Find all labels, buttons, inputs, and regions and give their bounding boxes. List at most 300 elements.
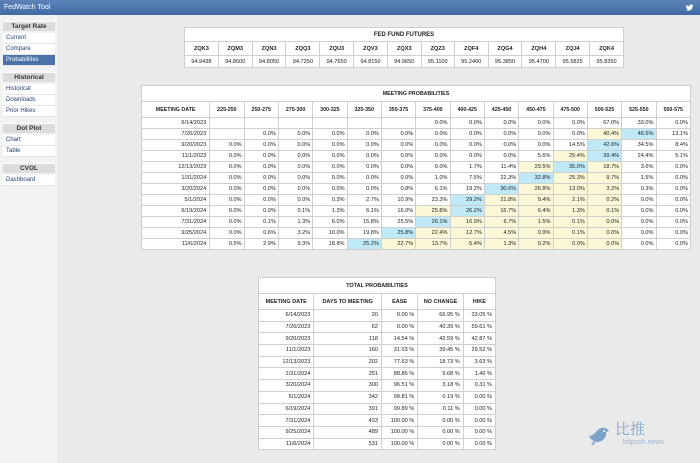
futures-header-cell: ZQZ3	[421, 42, 454, 56]
total-cell: 0.00 %	[418, 415, 463, 427]
total-cell: 118	[314, 333, 382, 345]
probability-cell: 7.5%	[450, 173, 484, 184]
probability-cell: 0.0%	[519, 118, 553, 129]
total-cell: 31.03 %	[381, 345, 417, 357]
total-cell: 6/14/2023	[259, 310, 314, 322]
probability-cell: 0.0%	[210, 173, 244, 184]
meeting-date-cell: 3/20/2024	[142, 184, 210, 195]
futures-header-cell: ZQG4	[488, 42, 522, 56]
probability-cell	[210, 118, 244, 129]
table-row	[142, 129, 691, 140]
total-cell: 59.61 %	[463, 321, 495, 333]
probability-cell: 0.0%	[278, 173, 312, 184]
sidebar-section	[3, 21, 55, 66]
probability-cell: 0.0%	[587, 217, 621, 228]
app-title: FedWatch Tool	[4, 4, 51, 11]
meeting-header-cell: 300-325	[313, 102, 347, 118]
probability-cell	[244, 118, 278, 129]
probability-cell: 1.5%	[622, 173, 656, 184]
probability-cell: 2.9%	[244, 239, 278, 250]
sidebar-item-probabilities[interactable]: Probabilities	[3, 55, 55, 66]
probability-cell: 0.0%	[656, 206, 691, 217]
sidebar-section-header: Dot Plot	[3, 123, 55, 133]
meeting-header-cell: 450-475	[519, 102, 553, 118]
total-header-cell: MEETING DATE	[259, 294, 314, 310]
probability-cell: 6.4%	[519, 206, 553, 217]
total-cell: 342	[314, 391, 382, 403]
probability-cell: 0.0%	[656, 173, 691, 184]
probability-cell: 0.0%	[210, 140, 244, 151]
meeting-date-cell: 11/6/2024	[142, 239, 210, 250]
total-cell: 391	[314, 403, 382, 415]
probability-cell: 5.4%	[450, 239, 484, 250]
total-cell: 9.68 %	[418, 368, 463, 380]
probability-cell	[210, 129, 244, 140]
meeting-header-cell: 375-400	[416, 102, 450, 118]
meeting-date-cell: 6/19/2024	[142, 206, 210, 217]
probability-cell: 19.8%	[347, 228, 381, 239]
probability-cell: 0.0%	[450, 118, 484, 129]
probability-cell: 0.0%	[622, 195, 656, 206]
probability-cell: 0.1%	[587, 206, 621, 217]
probability-cell	[347, 118, 381, 129]
probability-cell: 13.1%	[656, 129, 691, 140]
total-cell: 1/31/2024	[259, 368, 314, 380]
futures-value-cell: 95.8350	[590, 56, 624, 68]
sidebar-item-prior-hikes[interactable]: Prior Hikes	[3, 106, 55, 117]
probability-cell: 25.2%	[347, 239, 381, 250]
futures-value-cell: 95.4700	[522, 56, 556, 68]
probability-cell: 0.0%	[210, 184, 244, 195]
probability-cell: 0.0%	[587, 239, 621, 250]
table-row	[259, 438, 496, 450]
probability-cell: 13.7%	[416, 239, 450, 250]
probability-cell: 8.4%	[656, 140, 691, 151]
probability-cell: 0.0%	[278, 140, 312, 151]
probability-cell: 6.7%	[484, 217, 518, 228]
probability-cell: 39.4%	[587, 151, 621, 162]
total-cell: 433	[314, 415, 382, 427]
probability-cell: 0.0%	[210, 228, 244, 239]
total-cell: 7/26/2023	[259, 321, 314, 333]
probability-cell: 6.1%	[416, 184, 450, 195]
probability-cell: 0.0%	[656, 228, 691, 239]
table-row	[259, 333, 496, 345]
total-cell: 160	[314, 345, 382, 357]
probability-cell: 5.1%	[656, 151, 691, 162]
probability-cell: 13.0%	[553, 184, 587, 195]
meeting-date-cell: 11/1/2023	[142, 151, 210, 162]
probability-cell: 0.0%	[381, 173, 415, 184]
probability-cell: 0.0%	[244, 206, 278, 217]
meeting-header-cell: 250-275	[244, 102, 278, 118]
meeting-date-cell: 1/31/2024	[142, 173, 210, 184]
probability-cell: 0.0%	[416, 140, 450, 151]
total-cell: 18.73 %	[418, 356, 463, 368]
probability-cell: 0.0%	[656, 239, 691, 250]
probability-cell: 0.0%	[244, 195, 278, 206]
sidebar-item-downloads[interactable]: Downloads	[3, 95, 55, 106]
probability-cell: 25.3%	[553, 173, 587, 184]
probability-cell: 4.5%	[484, 228, 518, 239]
probability-cell: 0.1%	[553, 228, 587, 239]
probability-cell: 0.0%	[416, 151, 450, 162]
total-header-cell: HIKE	[463, 294, 495, 310]
total-cell: 100.00 %	[381, 415, 417, 427]
probability-cell: 0.0%	[622, 206, 656, 217]
futures-value-cell: 94.9438	[185, 56, 219, 68]
probability-cell: 0.0%	[622, 239, 656, 250]
table-row	[259, 321, 496, 333]
probability-cell: 0.6%	[244, 228, 278, 239]
probability-cell: 0.0%	[210, 195, 244, 206]
table-row	[259, 380, 496, 392]
probability-cell: 33.0%	[622, 118, 656, 129]
sidebar-section	[3, 72, 55, 117]
total-cell: 0.31 %	[463, 380, 495, 392]
probability-cell: 15.8%	[347, 217, 381, 228]
probability-cell: 0.0%	[381, 140, 415, 151]
watermark-cn: 比推	[615, 420, 646, 438]
total-cell: 0.00 %	[463, 391, 495, 403]
total-cell: 0.00 %	[463, 426, 495, 438]
futures-value-cell: 94.7650	[320, 56, 354, 68]
meeting-date-cell: 12/13/2023	[142, 162, 210, 173]
table-row	[142, 206, 691, 217]
table-row	[142, 162, 691, 173]
total-cell: 12/13/2023	[259, 356, 314, 368]
probability-cell: 0.0%	[244, 162, 278, 173]
probability-cell: 18.8%	[313, 239, 347, 250]
probability-cell: 0.0%	[313, 173, 347, 184]
table-row	[259, 310, 496, 322]
probability-cell: 0.0%	[210, 217, 244, 228]
total-cell: 6/19/2024	[259, 403, 314, 415]
futures-title: FED FUND FUTURES	[185, 28, 624, 42]
futures-header-cell: ZQH4	[522, 42, 556, 56]
probability-cell: 0.0%	[587, 228, 621, 239]
probability-cell: 0.0%	[210, 162, 244, 173]
probability-cell: 22.7%	[381, 239, 415, 250]
total-cell: 0.00 %	[418, 426, 463, 438]
total-cell: 33.05 %	[463, 310, 495, 322]
meeting-title: MEETING PROBABILITIES	[142, 86, 691, 102]
total-cell: 0.19 %	[418, 391, 463, 403]
probability-cell: 0.0%	[313, 140, 347, 151]
meeting-header-cell: 325-350	[347, 102, 381, 118]
meeting-header-cell: 525-550	[622, 102, 656, 118]
probability-cell: 30.6%	[484, 184, 518, 195]
total-cell: 100.00 %	[381, 438, 417, 450]
total-cell: 77.63 %	[381, 356, 417, 368]
probability-cell: 0.0%	[656, 162, 691, 173]
sidebar-item-chart[interactable]: Chart	[3, 135, 55, 146]
futures-header-cell: ZQQ3	[286, 42, 320, 56]
futures-header-cell: ZQM3	[218, 42, 252, 56]
probability-cell: 0.3%	[313, 195, 347, 206]
probability-cell: 46.5%	[622, 129, 656, 140]
probability-cell: 26.1%	[416, 217, 450, 228]
probability-cell: 0.0%	[244, 140, 278, 151]
probability-cell: 42.6%	[587, 140, 621, 151]
sidebar-section-header: Historical	[3, 72, 55, 82]
futures-header-cell: ZQV3	[354, 42, 388, 56]
probability-cell: 0.0%	[347, 184, 381, 195]
meeting-header-cell: 425-450	[484, 102, 518, 118]
total-cell: 7/31/2024	[259, 415, 314, 427]
futures-header-cell: ZQX3	[387, 42, 421, 56]
total-cell: 99.81 %	[381, 391, 417, 403]
table-row	[142, 228, 691, 239]
probability-cell: 0.0%	[553, 239, 587, 250]
probability-cell: 1.3%	[313, 206, 347, 217]
total-cell: 0.00 %	[463, 438, 495, 450]
total-cell: 96.51 %	[381, 380, 417, 392]
futures-value-cell: 94.8050	[252, 56, 286, 68]
total-cell: 0.00 %	[381, 310, 417, 322]
probability-cell: 23.3%	[416, 195, 450, 206]
probability-cell: 0.2%	[587, 195, 621, 206]
probability-cell: 0.0%	[278, 162, 312, 173]
futures-value-cell: 94.9650	[387, 56, 421, 68]
total-cell: 0.00 %	[463, 415, 495, 427]
sidebar-section	[3, 123, 55, 157]
futures-header-cell: ZQN3	[252, 42, 286, 56]
probability-cell: 25.8%	[381, 228, 415, 239]
probability-cell: 0.5%	[210, 239, 244, 250]
total-header-cell: DAYS TO MEETING	[314, 294, 382, 310]
probability-cell: 0.0%	[347, 151, 381, 162]
table-row	[142, 118, 691, 129]
total-cell: 3/20/2024	[259, 380, 314, 392]
sidebar-section	[3, 163, 55, 186]
total-cell: 202	[314, 356, 382, 368]
probability-cell: 0.0%	[656, 184, 691, 195]
table-row	[259, 356, 496, 368]
probability-cell: 1.3%	[484, 239, 518, 250]
futures-header-cell: ZQU3	[320, 42, 354, 56]
probability-cell: 18.7%	[587, 162, 621, 173]
meeting-header-cell: 475-500	[553, 102, 587, 118]
table-row	[259, 403, 496, 415]
probability-cell: 0.0%	[347, 162, 381, 173]
probability-cell: 0.0%	[313, 184, 347, 195]
total-cell: 40.39 %	[418, 321, 463, 333]
probability-cell: 0.0%	[278, 129, 312, 140]
futures-value-cell: 95.1100	[421, 56, 454, 68]
probability-cell: 0.0%	[278, 195, 312, 206]
probability-cell: 1.3%	[278, 217, 312, 228]
sidebar-item-current[interactable]: Current	[3, 33, 55, 44]
probability-cell: 0.0%	[484, 118, 518, 129]
sidebar-item-historical[interactable]: Historical	[3, 84, 55, 95]
probability-cell: 14.5%	[553, 140, 587, 151]
probability-cell: 0.0%	[381, 151, 415, 162]
meeting-header-cell: 225-250	[210, 102, 244, 118]
probability-cell: 6.1%	[347, 206, 381, 217]
futures-header-cell: ZQK3	[185, 42, 219, 56]
total-cell: 3.18 %	[418, 380, 463, 392]
meeting-header-cell: 400-425	[450, 102, 484, 118]
table-row	[142, 195, 691, 206]
probability-cell: 0.0%	[347, 173, 381, 184]
meeting-date-cell: 5/1/2024	[142, 195, 210, 206]
bird-logo-icon	[585, 420, 613, 448]
watermark-en: bitpush.news	[623, 439, 664, 446]
probability-cell	[313, 118, 347, 129]
total-cell: 11/1/2023	[259, 345, 314, 357]
total-cell: 14.54 %	[381, 333, 417, 345]
probability-cell: 0.0%	[313, 129, 347, 140]
probability-cell: 16.0%	[381, 206, 415, 217]
probability-cell: 9.7%	[587, 173, 621, 184]
total-header-cell: EASE	[381, 294, 417, 310]
probability-cell: 0.0%	[553, 118, 587, 129]
meeting-header-cell: 500-525	[587, 102, 621, 118]
probability-cell: 0.0%	[381, 162, 415, 173]
probability-cell: 0.0%	[484, 129, 518, 140]
total-cell: 62	[314, 321, 382, 333]
meeting-header-cell: MEETING DATE	[142, 102, 210, 118]
total-title: TOTAL PROBABILITIES	[259, 278, 496, 294]
table-row	[259, 345, 496, 357]
probability-cell: 3.2%	[587, 184, 621, 195]
probability-cell: 0.0%	[278, 184, 312, 195]
probability-cell: 25.5%	[381, 217, 415, 228]
title-bar	[0, 0, 700, 15]
probability-cell: 0.3%	[622, 184, 656, 195]
probability-cell: 19.2%	[450, 184, 484, 195]
total-cell: 0.00 %	[418, 438, 463, 450]
futures-value-cell: 94.7250	[286, 56, 320, 68]
probability-cell: 25.8%	[416, 206, 450, 217]
watermark	[585, 418, 689, 452]
probability-cell: 0.0%	[244, 129, 278, 140]
total-cell: 39.45 %	[418, 345, 463, 357]
total-cell: 99.89 %	[381, 403, 417, 415]
probability-cell: 0.0%	[656, 118, 691, 129]
sidebar-item-dashboard[interactable]: Dashboard	[3, 175, 55, 186]
total-cell: 0.11 %	[418, 403, 463, 415]
probability-cell: 0.9%	[519, 228, 553, 239]
sidebar-item-compare[interactable]: Compare	[3, 44, 55, 55]
table-row	[142, 217, 691, 228]
total-cell: 42.59 %	[418, 333, 463, 345]
total-cell: 531	[314, 438, 382, 450]
meeting-date-cell: 6/14/2023	[142, 118, 210, 129]
probability-cell: 11.4%	[484, 162, 518, 173]
table-row	[142, 184, 691, 195]
meeting-probabilities-table	[141, 85, 691, 250]
probability-cell: 0.2%	[519, 239, 553, 250]
probability-cell: 34.5%	[622, 140, 656, 151]
total-cell: 66.95 %	[418, 310, 463, 322]
twitter-icon[interactable]	[685, 3, 694, 12]
table-row	[142, 151, 691, 162]
probability-cell: 1.3%	[553, 206, 587, 217]
probability-cell: 0.0%	[381, 129, 415, 140]
probability-cell: 9.3%	[278, 239, 312, 250]
total-cell: 42.87 %	[463, 333, 495, 345]
probability-cell: 12.7%	[450, 228, 484, 239]
table-row	[142, 239, 691, 250]
probability-cell: 0.0%	[416, 162, 450, 173]
probability-cell: 26.8%	[519, 184, 553, 195]
total-cell: 29.52 %	[463, 345, 495, 357]
probability-cell: 32.8%	[519, 173, 553, 184]
main-content	[58, 15, 700, 463]
total-probabilities-table	[258, 277, 496, 450]
probability-cell: 0.0%	[519, 140, 553, 151]
table-row	[259, 415, 496, 427]
probability-cell: 16.9%	[450, 217, 484, 228]
probability-cell: 0.0%	[416, 129, 450, 140]
probability-cell: 25.4%	[553, 151, 587, 162]
total-cell: 9/20/2023	[259, 333, 314, 345]
probability-cell: 0.0%	[622, 228, 656, 239]
probability-cell: 0.0%	[553, 129, 587, 140]
probability-cell: 0.0%	[484, 151, 518, 162]
probability-cell: 16.7%	[484, 206, 518, 217]
total-cell: 0.00 %	[463, 403, 495, 415]
probability-cell: 0.0%	[210, 206, 244, 217]
meeting-header-cell: 275-300	[278, 102, 312, 118]
total-cell: 5/1/2024	[259, 391, 314, 403]
probability-cell: 0.0%	[416, 118, 450, 129]
probability-cell: 9.4%	[519, 195, 553, 206]
sidebar-item-table[interactable]: Table	[3, 146, 55, 157]
total-header-cell: NO CHANGE	[418, 294, 463, 310]
probability-cell: 0.8%	[381, 184, 415, 195]
total-cell: 489	[314, 426, 382, 438]
probability-cell: 0.0%	[313, 162, 347, 173]
probability-cell: 26.2%	[450, 206, 484, 217]
total-cell: 1.46 %	[463, 368, 495, 380]
total-cell: 11/6/2024	[259, 438, 314, 450]
probability-cell: 2.1%	[553, 195, 587, 206]
sidebar	[0, 15, 58, 463]
probability-cell: 0.1%	[244, 217, 278, 228]
probability-cell: 0.0%	[450, 151, 484, 162]
probability-cell: 21.8%	[484, 195, 518, 206]
probability-cell: 0.0%	[484, 140, 518, 151]
probability-cell: 0.1%	[278, 206, 312, 217]
probability-cell: 0.0%	[210, 151, 244, 162]
probability-cell: 1.5%	[519, 217, 553, 228]
meeting-header-cell: 350-375	[381, 102, 415, 118]
table-row	[142, 140, 691, 151]
probability-cell: 5.6%	[519, 151, 553, 162]
total-cell: 300	[314, 380, 382, 392]
table-row	[259, 368, 496, 380]
probability-cell: 2.7%	[347, 195, 381, 206]
probability-cell: 0.0%	[347, 129, 381, 140]
probability-cell: 0.0%	[347, 140, 381, 151]
probability-cell: 40.4%	[587, 129, 621, 140]
probability-cell: 3.6%	[622, 162, 656, 173]
probability-cell: 3.2%	[278, 228, 312, 239]
table-row	[142, 173, 691, 184]
probability-cell: 0.0%	[278, 151, 312, 162]
probability-cell: 10.0%	[313, 228, 347, 239]
table-row	[259, 426, 496, 438]
meeting-date-cell: 9/20/2023	[142, 140, 210, 151]
probability-cell: 29.2%	[450, 195, 484, 206]
probability-cell: 0.0%	[313, 151, 347, 162]
futures-value-cell: 95.2400	[454, 56, 488, 68]
total-cell: 88.86 %	[381, 368, 417, 380]
probability-cell: 0.0%	[622, 217, 656, 228]
